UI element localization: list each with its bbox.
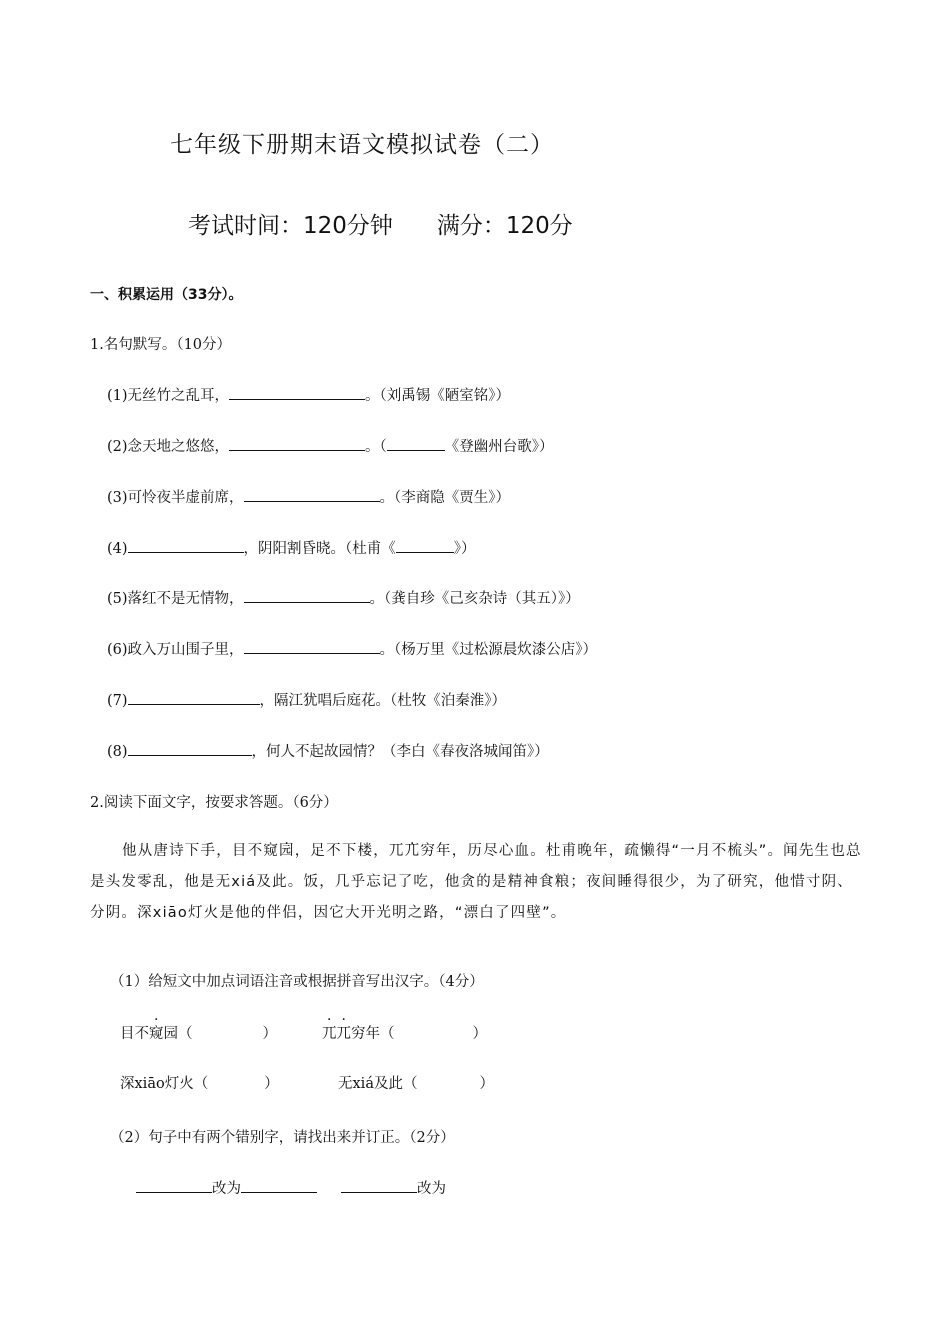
answer-blank[interactable] (128, 690, 260, 705)
answer-blank[interactable] (244, 639, 380, 654)
hanzi-blank[interactable] (208, 1074, 264, 1088)
q1-item-6: (6)政入万山围子里， 。（杨万里《过松源晨炊漆公店》） (107, 638, 597, 659)
pinyin-blank[interactable] (395, 1024, 473, 1038)
q1-item-2: (2)念天地之悠悠， 。（ 《登幽州台歌》） (107, 435, 554, 456)
sub-question-1: （1）给短文中加点词语注音或根据拼音写出汉字。（4分） (110, 974, 484, 990)
q1-item-4: (4) ，阴阳割昏晓。（杜甫《 》） (107, 537, 476, 558)
exam-info (188, 207, 573, 240)
hanzi-blank[interactable] (417, 1074, 479, 1088)
sub-question-2: （2）句子中有两个错别字，请找出来并订正。（2分） (110, 1130, 455, 1146)
wrong-char-blank[interactable] (341, 1178, 417, 1193)
correct-char-blank[interactable] (241, 1178, 317, 1193)
q1-item-8: (8) ，何人不起故园情？（李白《春夜洛城闻笛》） (107, 740, 549, 761)
author-blank[interactable] (387, 436, 445, 451)
answer-blank[interactable] (244, 487, 380, 502)
word-wuxia: 无xiá及此（ ） (338, 1076, 494, 1092)
word-shenxiao: 深xiāo灯火（ ） (120, 1076, 279, 1092)
answer-blank[interactable] (229, 436, 365, 451)
q1-item-7: (7) ，隔江犹唱后庭花。（杜牧《泊秦淮》） (107, 689, 506, 710)
section-heading: 一、积累运用（33分）。 (90, 287, 243, 303)
word-wuwu: 兀兀穷年（ ） (322, 1026, 487, 1042)
correction-row: 改为 改为 (136, 1177, 446, 1198)
reading-passage: 他从唐诗下手，目不窥园，足不下楼，兀兀穷年，历尽心血。杜甫晚年，疏懒得“一月不梳头”。闻先生也总是头发零乱，他是无xiá及此。饭，几乎忘记了吃，他贪的是精神食粮；夜间睡得很少，为了研究，他惜寸阴、分阴。深xiāo灯火是他的伴侣，因它大开光明之路，“漂白了四壁”。 (90, 843, 862, 921)
answer-blank[interactable] (244, 588, 370, 603)
answer-blank[interactable] (229, 385, 365, 400)
full-score: 满分：120分 (436, 213, 573, 239)
exam-time: 考试时间：120分钟 (188, 213, 393, 239)
question-1-header: 1.名句默写。（10分） (90, 337, 232, 353)
pinyin-blank[interactable] (193, 1024, 263, 1038)
word-kuiyuan: 目不窥园（ ） (120, 1026, 277, 1042)
question-2-header: 2.阅读下面文字，按要求答题。（6分） (90, 795, 338, 811)
answer-blank[interactable] (128, 538, 244, 553)
page-title: 七年级下册期末语文模拟试卷（二） (170, 132, 554, 158)
q1-item-5: (5)落红不是无情物， 。（龚自珍《己亥杂诗（其五）》） (107, 587, 580, 608)
q1-item-3: (3)可怜夜半虚前席， 。（李商隐《贾生》） (107, 486, 510, 507)
wrong-char-blank[interactable] (136, 1178, 212, 1193)
title-blank[interactable] (396, 538, 454, 553)
q1-item-1: (1)无丝竹之乱耳， 。（刘禹锡《陋室铭》） (107, 384, 510, 405)
answer-blank[interactable] (128, 741, 252, 756)
